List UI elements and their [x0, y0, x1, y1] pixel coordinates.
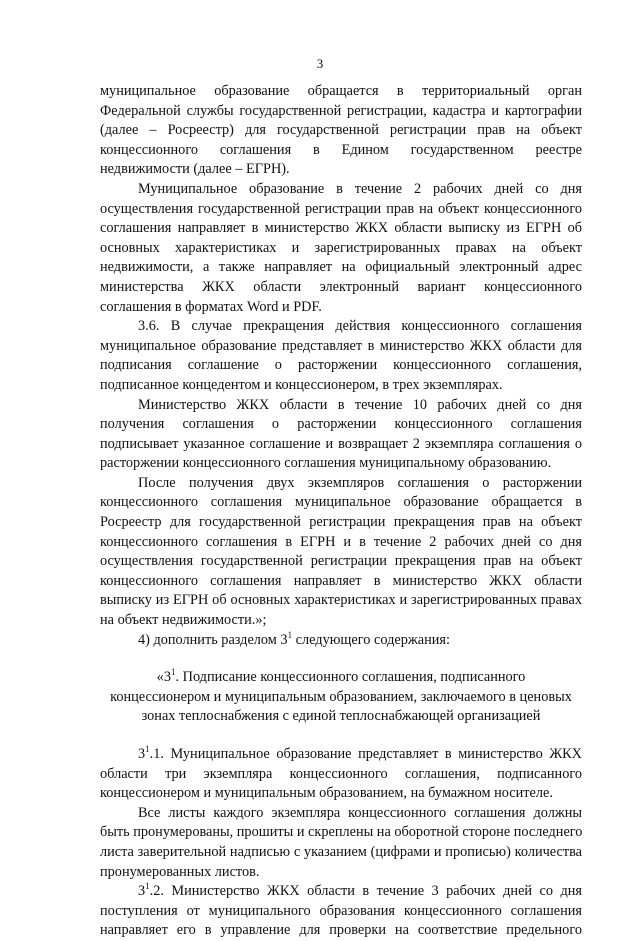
paragraph-amendment — [100, 631, 582, 651]
text-line: подписывает указанное соглашение и возвращает 2 экземпляра соглашения о — [100, 435, 582, 452]
text-line: соглашения в форматах Word и PDF. — [100, 298, 322, 315]
document-body — [100, 82, 582, 941]
text-line: 3.6. В случае прекращения действия концессионного соглашения — [138, 318, 582, 335]
text-line: выписку из ЕГРН об основных характеристиках и зарегистрированных правах — [100, 592, 582, 609]
text-line: подписания соглашение о расторжении концессионного соглашения, — [100, 357, 582, 374]
heading-line — [100, 668, 582, 688]
text-line: недвижимости, а также направляет на официальный электронный адрес — [100, 259, 582, 276]
heading-line: концессионером и муниципальным образованием, заключаемого в ценовых — [110, 688, 572, 705]
spacer — [100, 727, 582, 745]
text-line: поступления от муниципального образования концессионного соглашения — [100, 902, 582, 919]
text-line: расторжении концессионного соглашения муниципальному образованию. — [100, 455, 552, 472]
text-fragment: 3 — [138, 746, 146, 762]
text-line: Росреестр для государственной регистрации прекращения прав на объект — [100, 514, 582, 531]
text-line: осуществления государственной регистрации прав на объект концессионного — [100, 200, 582, 217]
text-fragment: .2. Министерство ЖКХ области в течение 3 рабочих дней со дня — [149, 883, 582, 900]
paragraph-2 — [100, 180, 582, 317]
spacer — [100, 650, 582, 668]
text-line: концессионером и муниципальным образованием, на бумажном носителе. — [100, 785, 553, 802]
superscript: 1 — [287, 629, 293, 640]
text-line: концессионного соглашения направляет в министерство ЖКХ области — [100, 572, 582, 589]
text-fragment: .1. Муниципальное образование представляет в министерство ЖКХ — [149, 746, 582, 762]
text-line: (далее – Росреестр) для государственной регистрации прав на объект — [100, 122, 582, 139]
superscript: 1 — [145, 881, 150, 892]
text-line — [100, 882, 582, 902]
text-line — [100, 631, 582, 651]
paragraph-5 — [100, 474, 582, 631]
paragraph-sheets — [100, 804, 582, 882]
text-line: получения соглашения о расторжении концессионного соглашения — [100, 416, 582, 433]
text-fragment: . Подписание концессионного соглашения, подписанного — [175, 669, 526, 686]
text-fragment: «3 — [156, 669, 171, 686]
superscript: 1 — [145, 744, 150, 755]
text-fragment: 3 — [138, 883, 146, 900]
page-number: 3 — [316, 56, 324, 71]
text-line: осуществления государственной регистрации прекращения прав на объект — [100, 553, 582, 570]
text-line: основных характеристиках и зарегистрированных правах на объект — [100, 239, 582, 256]
section-heading — [100, 668, 582, 727]
text-line: направляет его в управление для проверки на соответствие предельного — [100, 922, 582, 939]
text-line: Федеральной службы государственной регистрации, кадастра и картографии — [100, 102, 582, 119]
text-line: муниципальное образование представляет в министерство ЖКХ области для — [100, 337, 582, 354]
text-line: быть пронумерованы, прошиты и скреплены на оборотной стороне последнего — [100, 824, 583, 841]
text-line: Все листы каждого экземпляра концессионного соглашения должны — [138, 804, 582, 821]
text-fragment: следующего содержания: — [292, 631, 450, 648]
text-line: подписанное концедентом и концессионером, в трех экземплярах. — [100, 376, 503, 393]
text-line: соглашения направляет в министерство ЖКХ области выписку из ЕГРН об — [100, 220, 582, 237]
text-line: концессионного соглашения муниципальное образование обращается в — [100, 494, 582, 511]
text-line: Министерство ЖКХ области в течение 10 рабочих дней со дня — [138, 396, 582, 413]
text-line: муниципальное образование обращается в территориальный орган — [100, 83, 582, 99]
text-line: концессионного соглашения в ЕГРН и в течение 2 рабочих дней со дня — [100, 533, 582, 550]
paragraph-1 — [100, 82, 582, 180]
text-line: листа заверительной надписью с указанием (цифрами и прописью) количества — [100, 843, 582, 860]
paragraph-4 — [100, 396, 582, 474]
paragraph-3-1-1 — [100, 745, 582, 804]
text-line: недвижимости (далее – ЕГРН). — [100, 161, 290, 178]
paragraph-3-1-2 — [100, 882, 582, 941]
text-line: области три экземпляра концессионного соглашения, подписанного — [100, 765, 582, 782]
text-line: Муниципальное образование в течение 2 рабочих дней со дня — [138, 180, 582, 197]
text-line — [100, 745, 582, 765]
text-line: министерства ЖКХ области электронный вариант концессионного — [100, 278, 582, 295]
paragraph-3-6 — [100, 317, 582, 395]
text-line: на объект недвижимости.»; — [100, 612, 267, 629]
superscript: 1 — [170, 667, 176, 678]
text-line: концессионного соглашения в Едином государственном реестре — [100, 141, 582, 158]
heading-line: зонах теплоснабжения с единой теплоснабжающей организацией — [141, 708, 541, 725]
text-line: После получения двух экземпляров соглашения о расторжении — [138, 474, 582, 491]
text-line: пронумерованных листов. — [100, 863, 260, 880]
text-fragment: 4) дополнить разделом 3 — [138, 631, 288, 648]
